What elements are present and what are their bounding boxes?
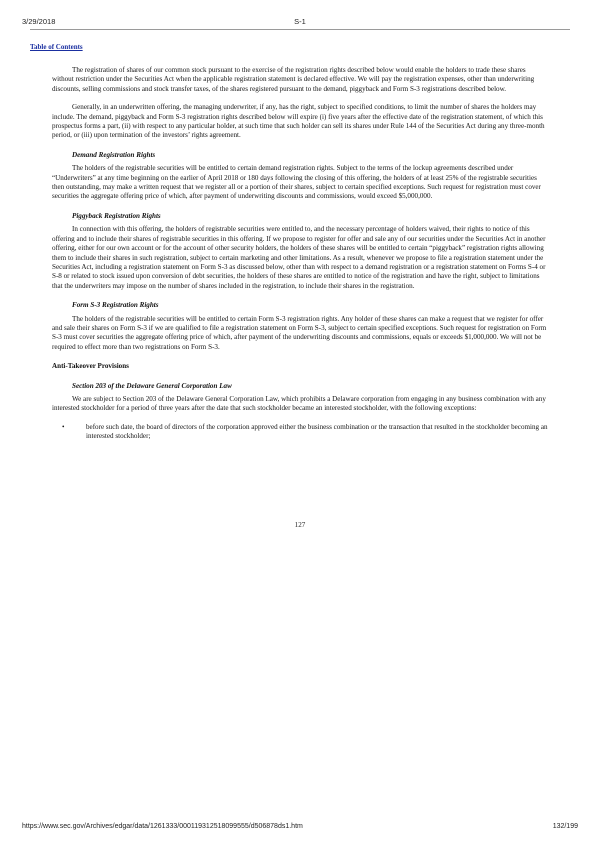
bullet-icon: • <box>62 422 65 431</box>
document-body <box>52 66 549 442</box>
heading-anti-takeover-provisions: Anti-Takeover Provisions <box>52 362 129 371</box>
heading-section-203: Section 203 of the Delaware General Corporation Law <box>72 381 232 390</box>
source-url: https://www.sec.gov/Archives/edgar/data/1261333/000119312518099555/d506878ds1.htm <box>22 823 303 830</box>
table-of-contents-link[interactable]: Table of Contents <box>30 43 83 51</box>
list-item <box>52 423 549 442</box>
header-divider <box>30 29 570 30</box>
paragraph-demand-registration: The holders of the registrable securities will be entitled to certain demand registration rights. Subject to the terms of the lockup agreements described under “Underwriters” at any time beginning on the earlier of April 2018 or 180 days following the closing of this offering, the holders of at least 25% of the registrable securities then outstanding, may make a written request that we register all or a portion of their shares, subject to certain specified exceptions. Such request for registration must cover securities the aggregate offering price of which, after payment of underwriting discounts and commissions, would exceed $5,000,000. <box>52 164 541 201</box>
heading-demand-registration-rights: Demand Registration Rights <box>72 150 156 159</box>
print-page-count: 132/199 <box>552 823 578 830</box>
page-number: 127 <box>294 521 306 529</box>
heading-form-s3-registration-rights: Form S-3 Registration Rights <box>72 301 159 310</box>
paragraph-section-203: We are subject to Section 203 of the Delaware General Corporation Law, which prohibits a Delaware corporation from engaging in any business combination with any interested stockholder for a period of three years after the date that such stockholder became an interested stockholder, with the following exceptions: <box>52 394 546 413</box>
paragraph-form-s3-registration: The holders of the registrable securities will be entitled to certain Form S-3 registration rights. Any holder of these shares can make a request that we register for offer and sale their shares on Form S-3 if we are qualified to file a registration statement on Form S-3, subject to certain specified exceptions. Such request for registration on Form S-3 must cover securities the aggregate offering price of which, after payment of the underwriting discounts and commissions, equals or exceeds $1,000,000. We will not be required to effect more than two registrations on Form S-3. <box>52 314 547 351</box>
document-title: S-1 <box>294 17 306 26</box>
print-date: 3/29/2018 <box>22 17 56 26</box>
heading-piggyback-registration-rights: Piggyback Registration Rights <box>72 211 161 220</box>
print-header <box>22 17 578 29</box>
list-item-text: before such date, the board of directors of the corporation approved either the business combination or the transaction that resulted in the stockholder becoming an interested stockholder; <box>86 422 548 441</box>
paragraph-registration-intro: The registration of shares of our common stock pursuant to the exercise of the registration rights described below would enable the holders to trade these shares without restriction under the Securities Act when the applicable registration statement is declared effective. We will pay the registration expenses, other than underwriting discounts, selling commissions and stock transfer taxes, of the shares registered pursuant to the demand, piggyback and Form S-3 registrations described below. <box>52 66 535 93</box>
paragraph-underwritten-offering: Generally, in an underwritten offering, the managing underwriter, if any, has the right, subject to specified conditions, to limit the number of shares the holders may include. The demand, piggyback and Form S-3 registration rights described below will expire (i) five years after the effective date of the registration statement, of which this prospectus forms a part, (ii) with respect to any particular holder, at such time that such holder can sell its shares under Rule 144 of the Securities Act during any three-month period, or (iii) upon termination of the investors’ rights agreement. <box>52 103 545 140</box>
paragraph-piggyback-registration: In connection with this offering, the holders of registrable securities were entitled to, and the necessary percentage of holders waived, their rights to notice of this offering and to include their shares of registrable securities in this offering. If we propose to register for offer and sale any of our securities under the Securities Act in another offering, either for our own account or for the account of other security holders, the holders of these shares will be entitled to certain “piggyback” registration rights allowing them to include their shares in such registration, subject to certain marketing and other limitations. As a result, whenever we propose to file a registration statement under the Securities Act, including a registration statement on Form S-3 as discussed below, other than with respect to a demand registration or a registration statement on Forms S-4 or S-8 or related to stock issued upon conversion of debt securities, the holders of these shares are entitled to notice of the registration and have the right, subject to limitations that the underwriters may impose on the number of shares included in the registration, to include their shares in the registration. <box>52 225 546 290</box>
print-footer <box>22 823 578 835</box>
